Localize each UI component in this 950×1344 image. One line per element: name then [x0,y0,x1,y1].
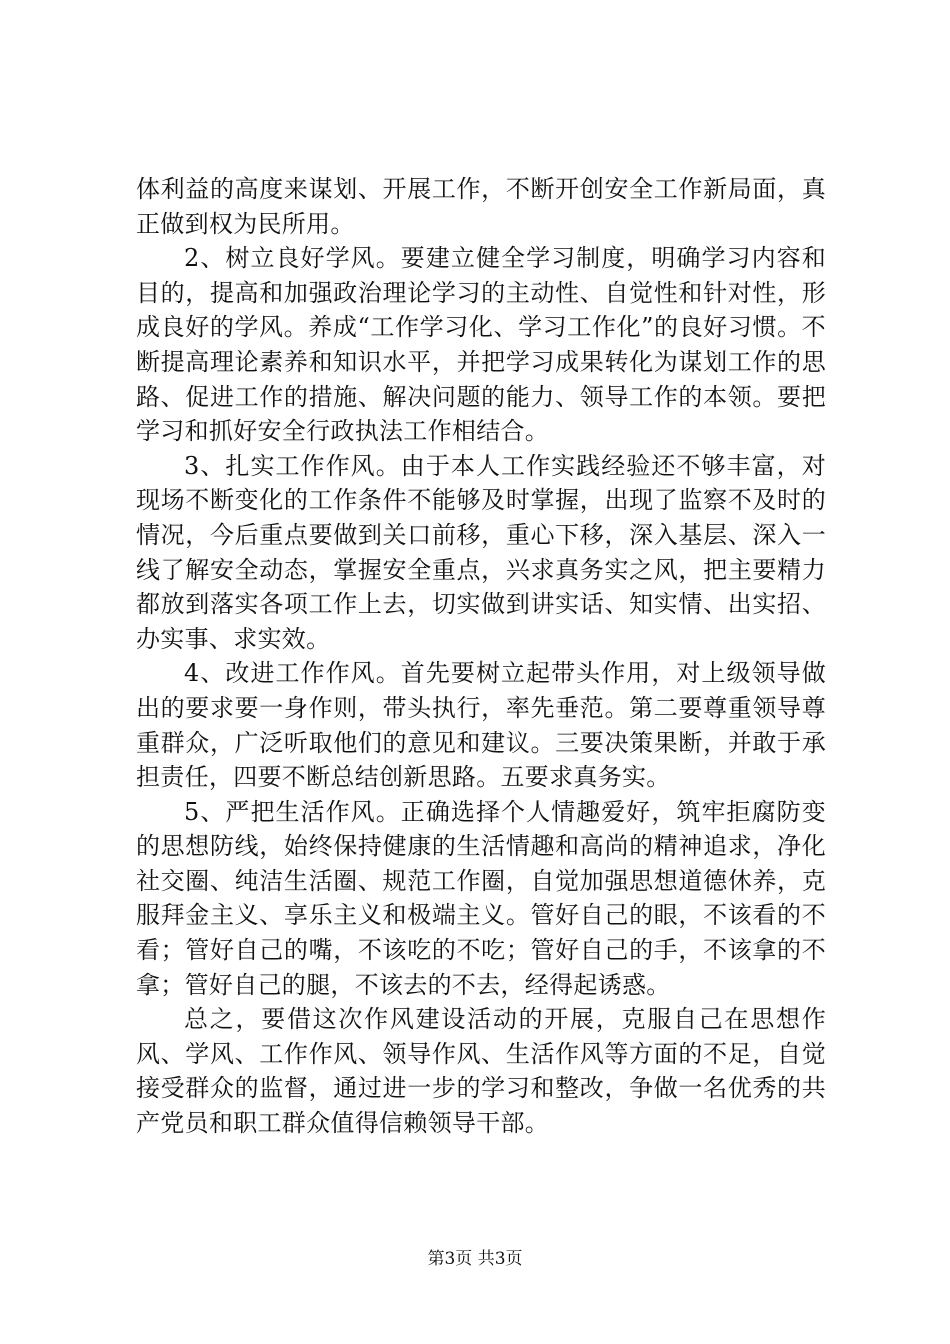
page-number-footer: 第3页 共3页 [427,1249,523,1269]
document-body [136,172,826,1141]
paragraph-work-style: 3、扎实工作作风。由于本人工作实践经验还不够丰富，对现场不断变化的工作条件不能够及时掌握，出现了监察不及时的情况，今后重点要做到关口前移，重心下移，深入基层、深入一线了解安全动态，掌握安全重点，兴求真务实之风，把主要精力都放到落实各项工作上去，切实做到讲实话、知实情、出实招、办实事、求实效。 [136,451,826,653]
paragraph-life-style: 5、严把生活作风。正确选择个人情趣爱好，筑牢拒腐防变的思想防线，始终保持健康的生活情趣和高尚的精神追求，净化社交圈、纯洁生活圈、规范工作圈，自觉加强思想道德休养，克服拜金主义、享乐主义和极端主义。管好自己的眼，不该看的不看；管好自己的嘴，不该吃的不吃；管好自己的手，不该拿的不拿；管好自己的腿，不该去的不去，经得起诱惑。 [136,797,826,999]
paragraph-study-style: 2、树立良好学风。要建立健全学习制度，明确学习内容和目的，提高和加强政治理论学习的主动性、自觉性和针对性，形成良好的学风。养成“工作学习化、学习工作化”的良好习惯。不断提高理论素养和知识水平，并把学习成果转化为谋划工作的思路、促进工作的措施、解决问题的能力、领导工作的本领。要把学习和抓好安全行政执法工作相结合。 [136,244,826,446]
paragraph-improve-work-style: 4、改进工作作风。首先要树立起带头作用，对上级领导做出的要求要一身作则，带头执行，率先垂范。第二要尊重领导尊重群众，广泛听取他们的意见和建议。三要决策果断，并敢于承担责任，四要不断总结创新思路。五要求真务实。 [136,659,826,792]
paragraph-conclusion: 总之，要借这次作风建设活动的开展，克服自己在思想作风、学风、工作作风、领导作风、生活作风等方面的不足，自觉接受群众的监督，通过进一步的学习和整改，争做一名优秀的共产党员和职工群众值得信赖领导干部。 [136,1005,826,1138]
paragraph-continuation: 体利益的高度来谋划、开展工作，不断开创安全工作新局面，真正做到权为民所用。 [136,175,826,238]
